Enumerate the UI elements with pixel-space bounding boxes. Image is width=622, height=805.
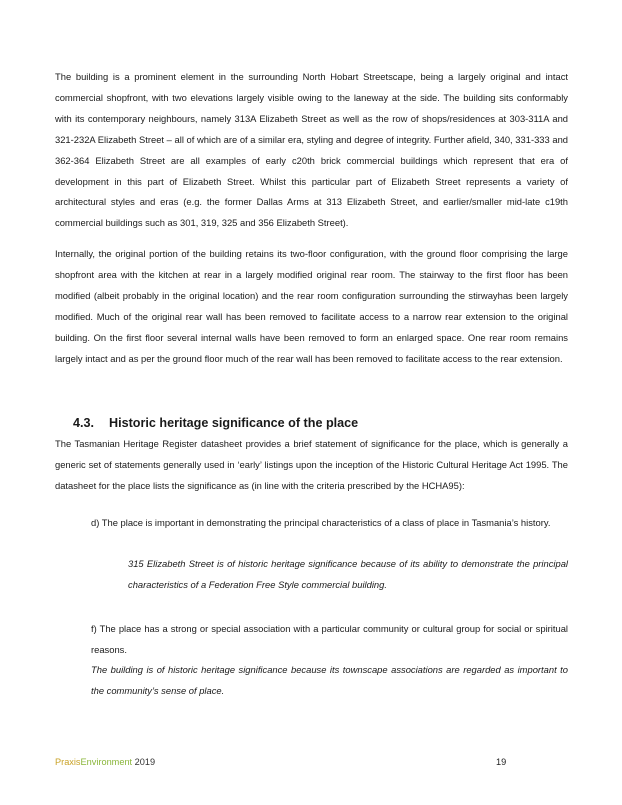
footer-brand: [55, 757, 155, 767]
criterion-f-statement: The building is of historic heritage significance because its townscape associations are regarded as important to the community’s sense of place.: [91, 664, 568, 696]
page-number: 19: [496, 757, 507, 767]
section-title: Historic heritage significance of the place: [109, 416, 359, 430]
criterion-f: f) The place has a strong or special association with a particular community or cultural group for social or spiritual reasons.: [91, 623, 568, 655]
section-number: 4.3.: [73, 416, 95, 430]
paragraph-interior: Internally, the original portion of the building retains its two-floor configuration, with the ground floor comprising the large shopfront area with the kitchen at rear in a largely modified original rear room. The stairway to the first floor has been modified (albeit probably in the original location) and the rear room configuration surrounding the stirwayhas been largely modified. Much of the original rear wall has been removed to facilitate access to a narrow rear extension to the original building. On the first floor several internal walls have been removed to form an enlarged space. One rear room remains largely intact and as per the ground floor much of the rear wall has been removed to facilitate access to the rear extension.: [55, 248, 568, 364]
criterion-d: d) The place is important in demonstrating the principal characteristics of a class of place in Tasmania’s history.: [91, 517, 551, 528]
criterion-d-statement: 315 Elizabeth Street is of historic heritage significance because of its ability to demonstrate the principal characteristics of a Federation Free Style commercial building.: [128, 558, 568, 590]
paragraph-datasheet: The Tasmanian Heritage Register datasheet provides a brief statement of significance for the place, which is generally a generic set of statements generally used in ‘early’ listings upon the inception of the Historic Cultural Heritage Act 1995. The datasheet for the place lists the significance as (in line with the criteria prescribed by the HCHA95):: [55, 438, 568, 491]
footer-year: 2019: [132, 757, 156, 767]
section-heading: [73, 416, 358, 430]
paragraph-streetscape: The building is a prominent element in the surrounding North Hobart Streetscape, being a largely original and intact commercial shopfront, with two elevations largely visible owing to the laneway at the side. The building sits conformably with its contemporary neighbours, namely 313A Elizabeth Street as well as the row of shops/residences at 303-311A and 321-232A Elizabeth Street – all of which are of a similar era, styling and degree of integrity. Further afield, 340, 331-333 and 362-364 Elizabeth Street are all examples of early c20th brick commercial buildings which represent that era of development in this part of Elizabeth Street. Whilst this particular part of Elizabeth Street represents a variety of architectural styles and eras (e.g. the former Dallas Arms at 313 Elizabeth Street, and earlier/smaller mid-late c19th commercial buildings such as 301, 319, 325 and 356 Elizabeth Street).: [55, 71, 568, 229]
brand-name-part2: Environment: [80, 757, 133, 767]
brand-name-part1: Praxis: [55, 757, 81, 767]
